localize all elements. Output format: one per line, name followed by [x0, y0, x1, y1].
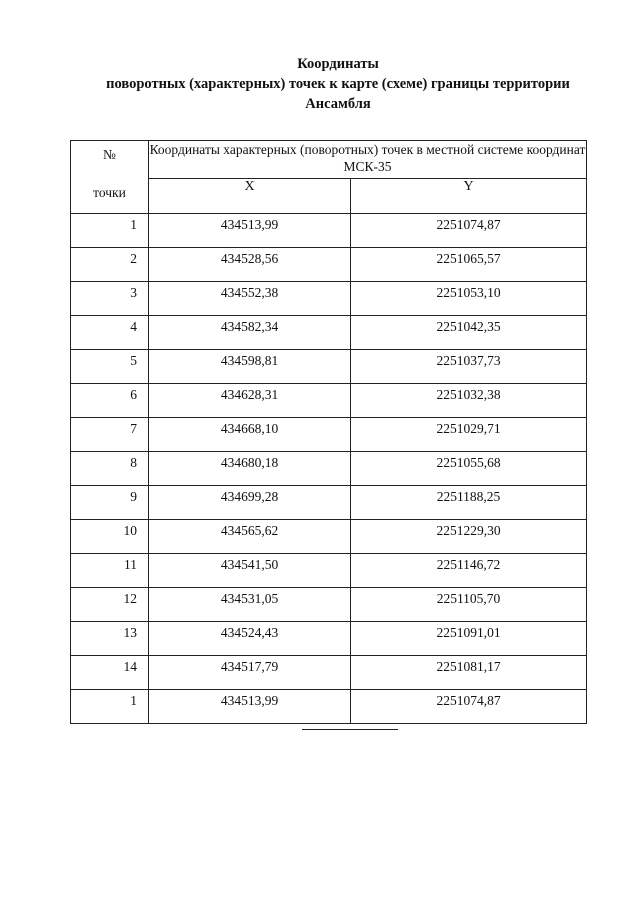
x-coordinate-cell: 434528,56 [149, 248, 351, 282]
point-number-header [71, 141, 149, 214]
x-coordinate-cell: 434699,28 [149, 486, 351, 520]
signature-line [302, 729, 398, 730]
y-column-header: Y [351, 179, 587, 214]
y-coordinate-cell: 2251188,25 [351, 486, 587, 520]
table-row [71, 214, 587, 248]
document-heading [0, 54, 640, 114]
table-row [71, 690, 587, 724]
x-coordinate-cell: 434524,43 [149, 622, 351, 656]
table-row [71, 418, 587, 452]
y-coordinate-cell: 2251065,57 [351, 248, 587, 282]
x-coordinate-cell: 434628,31 [149, 384, 351, 418]
number-word: точки [93, 185, 126, 200]
point-number-cell: 1 [71, 690, 149, 724]
x-coordinate-cell: 434513,99 [149, 214, 351, 248]
point-number-cell: 3 [71, 282, 149, 316]
y-coordinate-cell: 2251029,71 [351, 418, 587, 452]
y-coordinate-cell: 2251032,38 [351, 384, 587, 418]
y-coordinate-cell: 2251055,68 [351, 452, 587, 486]
y-coordinate-cell: 2251229,30 [351, 520, 587, 554]
table-row [71, 622, 587, 656]
point-number-cell: 12 [71, 588, 149, 622]
table-row [71, 452, 587, 486]
x-coordinate-cell: 434668,10 [149, 418, 351, 452]
table-row [71, 248, 587, 282]
point-number-cell: 5 [71, 350, 149, 384]
point-number-cell: 8 [71, 452, 149, 486]
y-coordinate-cell: 2251074,87 [351, 214, 587, 248]
x-coordinate-cell: 434552,38 [149, 282, 351, 316]
table-row [71, 554, 587, 588]
table-row [71, 656, 587, 690]
point-number-cell: 11 [71, 554, 149, 588]
point-number-cell: 6 [71, 384, 149, 418]
x-coordinate-cell: 434680,18 [149, 452, 351, 486]
point-number-cell: 7 [71, 418, 149, 452]
x-coordinate-cell: 434531,05 [149, 588, 351, 622]
table-row [71, 588, 587, 622]
table-row [71, 316, 587, 350]
table-row [71, 350, 587, 384]
point-number-cell: 14 [71, 656, 149, 690]
table-row [71, 282, 587, 316]
x-coordinate-cell: 434513,99 [149, 690, 351, 724]
table-row [71, 520, 587, 554]
y-coordinate-cell: 2251037,73 [351, 350, 587, 384]
x-coordinate-cell: 434582,34 [149, 316, 351, 350]
table-row [71, 486, 587, 520]
x-coordinate-cell: 434598,81 [149, 350, 351, 384]
point-number-cell: 2 [71, 248, 149, 282]
coordinates-table-body [71, 214, 587, 724]
point-number-cell: 13 [71, 622, 149, 656]
point-number-cell: 1 [71, 214, 149, 248]
y-coordinate-cell: 2251081,17 [351, 656, 587, 690]
heading-object-name: Ансамбля [305, 96, 371, 112]
y-coordinate-cell: 2251091,01 [351, 622, 587, 656]
point-number-cell: 4 [71, 316, 149, 350]
y-coordinate-cell: 2251105,70 [351, 588, 587, 622]
x-coordinate-cell: 434565,62 [149, 520, 351, 554]
heading-subtitle: поворотных (характерных) точек к карте (схеме) границы территории [106, 76, 570, 92]
number-sign: № [103, 147, 116, 162]
coordinate-system-header: Координаты характерных (поворотных) точек в местной системе координат МСК-35 [149, 141, 587, 179]
x-coordinate-cell: 434541,50 [149, 554, 351, 588]
coordinates-table [70, 140, 587, 724]
point-number-cell: 10 [71, 520, 149, 554]
x-coordinate-cell: 434517,79 [149, 656, 351, 690]
heading-title: Координаты [297, 56, 379, 72]
y-coordinate-cell: 2251146,72 [351, 554, 587, 588]
y-coordinate-cell: 2251074,87 [351, 690, 587, 724]
x-column-header: X [149, 179, 351, 214]
y-coordinate-cell: 2251053,10 [351, 282, 587, 316]
point-number-cell: 9 [71, 486, 149, 520]
y-coordinate-cell: 2251042,35 [351, 316, 587, 350]
table-row [71, 384, 587, 418]
